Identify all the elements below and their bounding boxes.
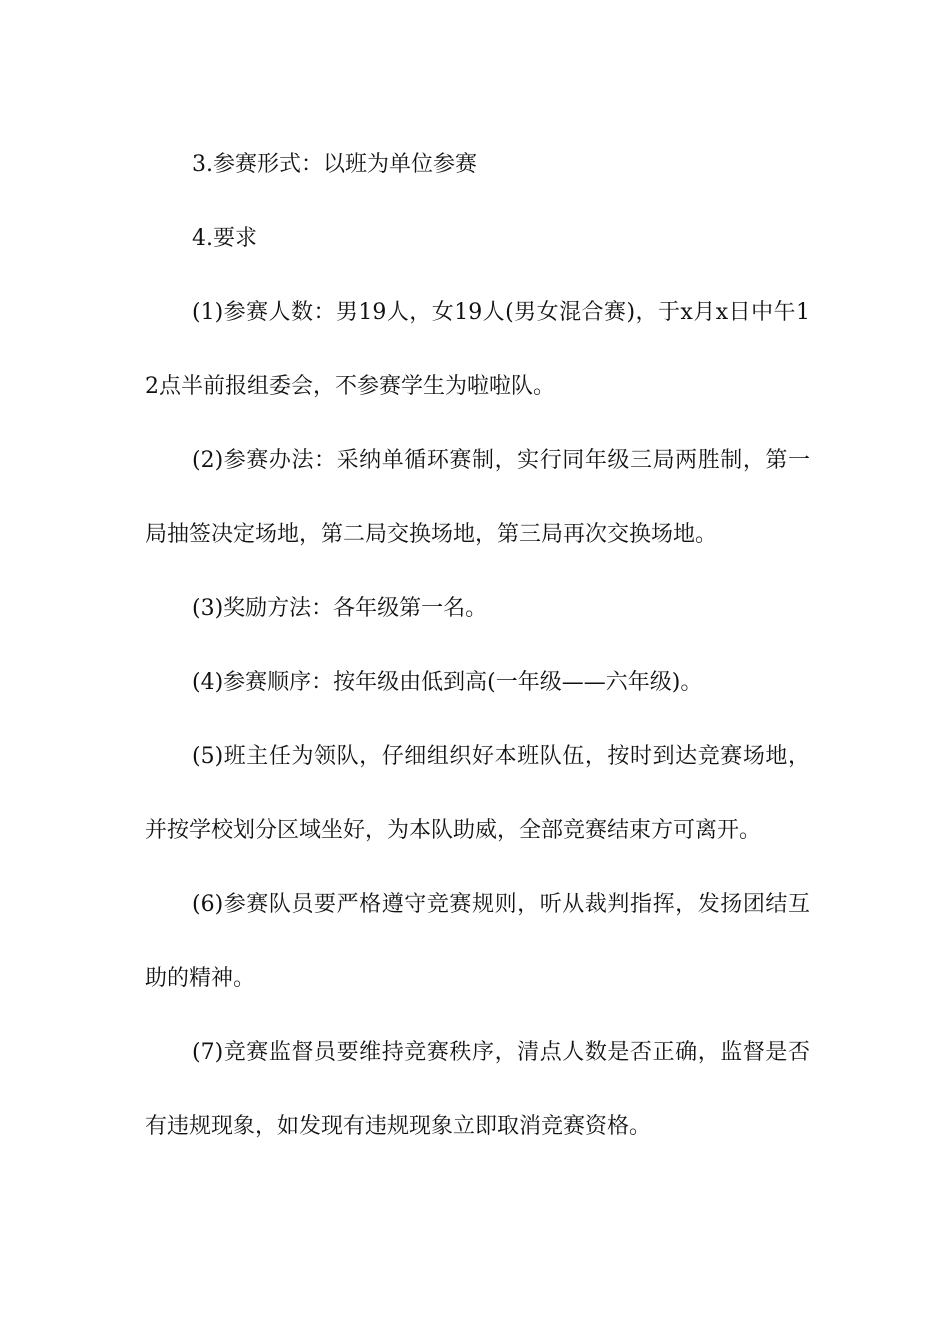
- requirement-2-rules: (2)参赛办法：采纳单循环赛制，实行同年级三局两胜制，第一局抽签决定场地，第二局交换场地，第三局再次交换场地。: [145, 448, 810, 547]
- requirement-7-supervisors: (7)竞赛监督员要维持竞赛秩序，清点人数是否正确，监督是否有违规现象，如发现有违规现象立即取消竞赛资格。: [145, 1040, 810, 1139]
- requirement-3-awards: (3)奖励方法：各年级第一名。: [192, 596, 488, 621]
- requirement-5-class-teacher: (5)班主任为领队，仔细组织好本班队伍，按时到达竞赛场地，并按学校划分区域坐好，为本队助威，全部竞赛结束方可离开。: [145, 744, 810, 843]
- requirement-6-players: (6)参赛队员要严格遵守竞赛规则，听从裁判指挥，发扬团结互助的精神。: [145, 892, 810, 991]
- document-body: [145, 128, 810, 1164]
- section-requirements-heading: 4.要求: [192, 226, 257, 251]
- requirement-4-order: (4)参赛顺序：按年级由低到高(一年级——六年级)。: [192, 670, 703, 695]
- section-participation-format: 3.参赛形式：以班为单位参赛: [192, 152, 477, 177]
- requirement-1-participants: (1)参赛人数：男19人，女19人(男女混合赛)，于x月x日中午12点半前报组委会，不参赛学生为啦啦队。: [145, 300, 810, 399]
